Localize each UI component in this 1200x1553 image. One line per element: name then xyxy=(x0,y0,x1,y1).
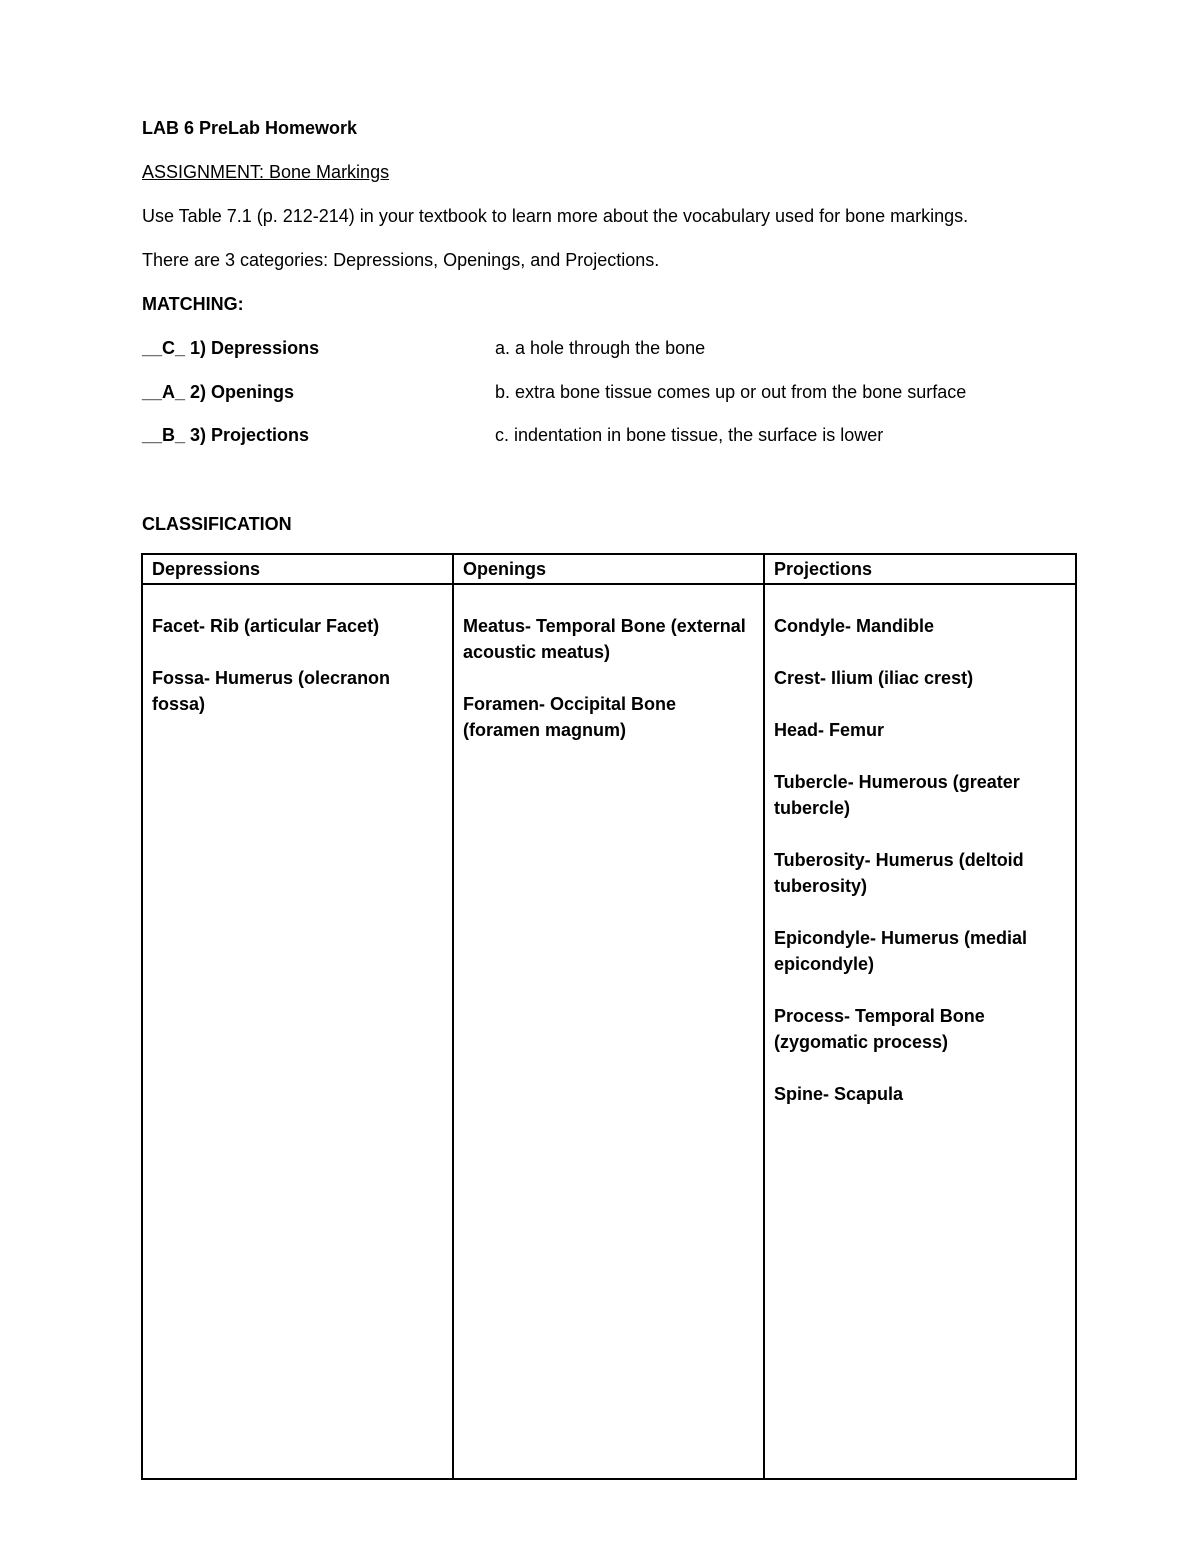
column-header-projections: Projections xyxy=(764,554,1076,584)
projection-item: Tubercle- Humerous (greater tubercle) xyxy=(774,772,1020,818)
matching-row xyxy=(142,337,1102,359)
projection-item: Crest- Ilium (iliac crest) xyxy=(774,668,974,688)
projections-cell xyxy=(764,584,1076,1479)
projection-item: Tuberosity- Humerus (deltoid tuberosity) xyxy=(774,850,1024,896)
table-row xyxy=(142,584,1076,1479)
matching-row xyxy=(142,381,1102,403)
instruction-line-2: There are 3 categories: Depressions, Openings, and Projections. xyxy=(142,250,660,270)
projection-item: Spine- Scapula xyxy=(774,1084,904,1104)
projection-item: Epicondyle- Humerus (medial epicondyle) xyxy=(774,928,1028,974)
projection-item: Condyle- Mandible xyxy=(774,616,935,636)
depression-item: Facet- Rib (articular Facet) xyxy=(152,616,380,636)
depression-item: Fossa- Humerus (olecranon fossa) xyxy=(152,668,391,714)
matching-answer: __C_ 1) Depressions xyxy=(142,338,320,358)
matching-definition: b. extra bone tissue comes up or out from the bone surface xyxy=(495,382,967,402)
projection-item: Process- Temporal Bone (zygomatic process) xyxy=(774,1006,985,1052)
classification-heading: CLASSIFICATION xyxy=(142,514,292,534)
classification-table xyxy=(141,553,1077,1480)
opening-item: Meatus- Temporal Bone (external acoustic meatus) xyxy=(463,616,746,662)
instruction-line-1: Use Table 7.1 (p. 212-214) in your textbook to learn more about the vocabulary used for bone markings. xyxy=(142,206,969,226)
column-header-depressions: Depressions xyxy=(142,554,453,584)
matching-heading: MATCHING: xyxy=(142,294,244,314)
matching-answer: __A_ 2) Openings xyxy=(142,382,295,402)
document-title: LAB 6 PreLab Homework xyxy=(142,118,358,138)
assignment-heading: ASSIGNMENT: Bone Markings xyxy=(142,162,390,182)
matching-answer: __B_ 3) Projections xyxy=(142,425,310,445)
table-header-row xyxy=(142,554,1076,584)
matching-definition: c. indentation in bone tissue, the surface is lower xyxy=(495,425,884,445)
matching-definition: a. a hole through the bone xyxy=(495,338,706,358)
projection-item: Head- Femur xyxy=(774,720,885,740)
matching-row xyxy=(142,424,1102,446)
column-header-openings: Openings xyxy=(453,554,764,584)
openings-cell xyxy=(453,584,764,1479)
depressions-cell xyxy=(142,584,453,1479)
opening-item: Foramen- Occipital Bone (foramen magnum) xyxy=(463,694,677,740)
